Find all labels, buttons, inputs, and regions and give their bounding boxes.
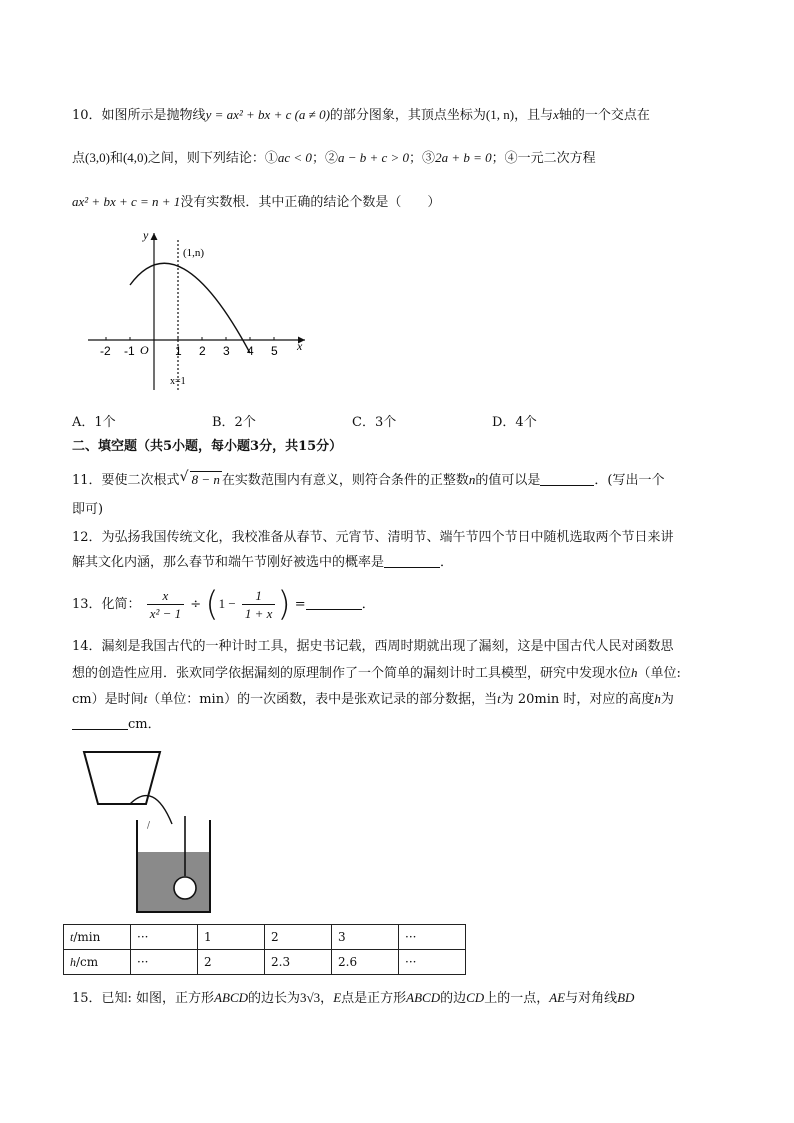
float — [174, 877, 196, 899]
water-clock-figure — [74, 748, 224, 918]
x-label: x — [297, 339, 303, 353]
table-cell: 2 — [265, 925, 332, 950]
table-cell: ··· — [131, 950, 198, 975]
table-header-h: h/cm — [64, 950, 131, 975]
question-10-line2: 点(3,0)和(4,0)之间，则下列结论：①ac < 0；②a − b + c > 0；③2a + b = 0；④一元二次方程 — [72, 150, 596, 166]
answer-blank-14[interactable] — [72, 715, 128, 730]
table-cell: 2.6 — [332, 950, 399, 975]
question-14-line1: 14．漏刻是我国古代的一种计时工具，据史书记载，西周时期就出现了漏刻，这是中国古代人民对函数思 — [72, 639, 674, 654]
tick-label: 5 — [271, 344, 278, 358]
answer-blank-13[interactable] — [306, 595, 362, 610]
table-header-t: t/min — [64, 925, 131, 950]
vertex-coord: (1, n) — [485, 107, 515, 122]
question-11-line2: 即可) — [72, 502, 104, 517]
question-14-line3: cm）是时间t（单位：min）的一次函数，表中是张欢记录的部分数据，当t为 20min 时，对应的高度h为 — [72, 691, 674, 707]
option-c[interactable]: C．3个 — [352, 415, 397, 430]
data-table — [63, 924, 466, 975]
origin-label: O — [140, 343, 149, 357]
answer-blank-11[interactable] — [540, 471, 594, 486]
question-10 — [72, 105, 724, 126]
table-cell: ··· — [131, 925, 198, 950]
parabola-equation: y = ax² + bx + c (a ≠ 0) — [205, 107, 330, 122]
tick-label: 4 — [247, 344, 254, 358]
vertex-label: (1,n) — [183, 247, 205, 259]
table-row — [64, 925, 466, 950]
axis-label: x=1 — [170, 376, 186, 387]
question-14-line2: 想的创造性应用．张欢同学依据漏刻的原理制作了一个简单的漏刻计时工具模型，研究中发现水位h（单位: — [72, 665, 681, 681]
fraction-2: $\frac{1}{1 + x}$ — [242, 587, 276, 622]
question-12-line1: 12．为弘扬我国传统文化，我校准备从春节、元宵节、清明节、端午节四个节日中随机选取两个节日来讲 — [72, 530, 674, 545]
q10-line1: 10．如图所示是抛物线y = ax² + bx + c (a ≠ 0)的部分图象，其顶点坐标为(1, n)，且与x轴的一个交点在 — [72, 107, 650, 123]
section-heading: 二、填空题（共5小题，每小题3分，共15分） — [72, 439, 343, 454]
table-cell: 2 — [198, 950, 265, 975]
table-cell: 3 — [332, 925, 399, 950]
option-d[interactable]: D．4个 — [492, 415, 537, 430]
option-a[interactable]: A．1个 — [72, 415, 116, 430]
water-level — [138, 852, 209, 911]
parabola-graph — [80, 225, 320, 400]
table-row — [64, 950, 466, 975]
question-15: 15．已知: 如图，正方形ABCD的边长为3√3，E点是正方形ABCD的边CD上的一点，AE与对角线BD — [72, 990, 635, 1006]
question-10-line3: ax² + bx + c = n + 1没有实数根．其中正确的结论个数是（ ） — [72, 194, 441, 210]
fraction-1: $\frac{x}{\text{x² − 1}}$ — [147, 587, 184, 622]
tick-label: -2 — [100, 344, 111, 358]
svg-text:/: / — [147, 821, 151, 831]
option-b[interactable]: B．2个 — [212, 415, 256, 430]
y-label: y — [143, 228, 149, 242]
question-13: 13．化简： $\frac{x}{\text{x² − 1}}$ ÷ (1 − $\frac{1}{1 + x}$ ) = ． — [72, 584, 375, 625]
table-cell: ··· — [399, 925, 466, 950]
sqrt-expression: √ 8 − n — [179, 469, 220, 487]
question-12-line2: 解其文化内涵，那么春节和端午节刚好被选中的概率是 ． — [72, 555, 454, 570]
tick-label: 1 — [175, 344, 182, 358]
table-cell: ··· — [399, 950, 466, 975]
question-11: 11．要使二次根式 √ 8 − n 在实数范围内有意义，则符合条件的正整数n的值可以是 ．(写出一个 — [72, 470, 724, 491]
question-14-line4: cm． — [72, 715, 724, 735]
tick-label: 2 — [199, 344, 206, 358]
tick-label: 3 — [223, 344, 230, 358]
table-cell: 2.3 — [265, 950, 332, 975]
tick-label: -1 — [124, 344, 135, 358]
answer-blank-12[interactable] — [384, 553, 440, 568]
table-cell: 1 — [198, 925, 265, 950]
